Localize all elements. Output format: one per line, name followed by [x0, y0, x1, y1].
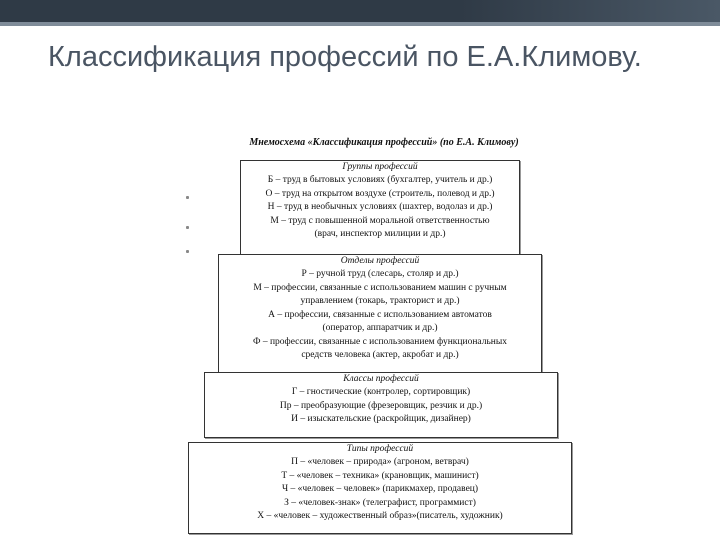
departments-line: Ф – профессии, связанные с использованием функциональных — [252, 336, 508, 347]
groups-header: Группы профессий — [342, 162, 418, 172]
departments-line: А – профессии, связанные с использованием автоматов — [268, 309, 492, 320]
scan-artifact — [186, 250, 189, 253]
groups-line: Б – труд в бытовых условиях (бухгалтер, учитель и др.) — [267, 175, 493, 185]
classes-line: Пр – преобразующие (фрезеровщик, резчик и др.) — [279, 400, 483, 411]
slide-top-bar-accent — [460, 0, 720, 22]
types-line: Ч – «человек – человек» (парикмахер, продавец) — [281, 484, 479, 494]
types-header: Типы профессий — [346, 444, 414, 454]
scheme-caption: Мнемосхема «Классификация профессий» (по Е.А. Климову) — [249, 137, 519, 148]
types-line: Х – «человек – художественный образ»(писатель, художник) — [257, 511, 503, 521]
slide-title: Классификация профессий по Е.А.Климову. — [48, 41, 642, 73]
departments-line: Р – ручной труд (слесарь, столяр и др.) — [301, 269, 459, 279]
types-box — [188, 442, 572, 534]
classes-box — [204, 372, 558, 438]
classes-header: Классы профессий — [343, 374, 419, 384]
departments-box — [218, 254, 542, 374]
departments-line: (оператор, аппаратчик и др.) — [322, 323, 438, 333]
classes-line: Г – гностические (контролер, сортировщик) — [291, 387, 471, 397]
slide-top-bar-divider — [0, 22, 720, 26]
types-line: З – «человек-знак» (телеграфист, программист) — [284, 497, 476, 508]
groups-box — [240, 160, 520, 256]
scan-artifact — [186, 226, 189, 229]
departments-line: средств человека (актер, акробат и др.) — [301, 350, 459, 360]
types-line: Т – «человек – техника» (крановщик, машинист) — [281, 470, 479, 481]
departments-line: М – профессии, связанные с использованием машин с ручным — [253, 282, 507, 293]
types-line: П – «человек – природа» (агроном, ветврач) — [291, 457, 469, 467]
groups-line: М – труд с повышенной моральной ответственностью — [270, 215, 490, 226]
scan-artifact — [186, 196, 189, 199]
departments-line: управлением (токарь, тракторист и др.) — [300, 296, 460, 306]
groups-line: Н – труд в необычных условиях (шахтер, водолаз и др.) — [267, 202, 493, 212]
groups-line: (врач, инспектор милиции и др.) — [314, 229, 446, 239]
classes-line: И – изыскательские (раскройщик, дизайнер) — [291, 414, 471, 424]
departments-header: Отделы профессий — [340, 256, 420, 266]
groups-line: О – труд на открытом воздухе (строитель, полевод и др.) — [265, 188, 495, 199]
